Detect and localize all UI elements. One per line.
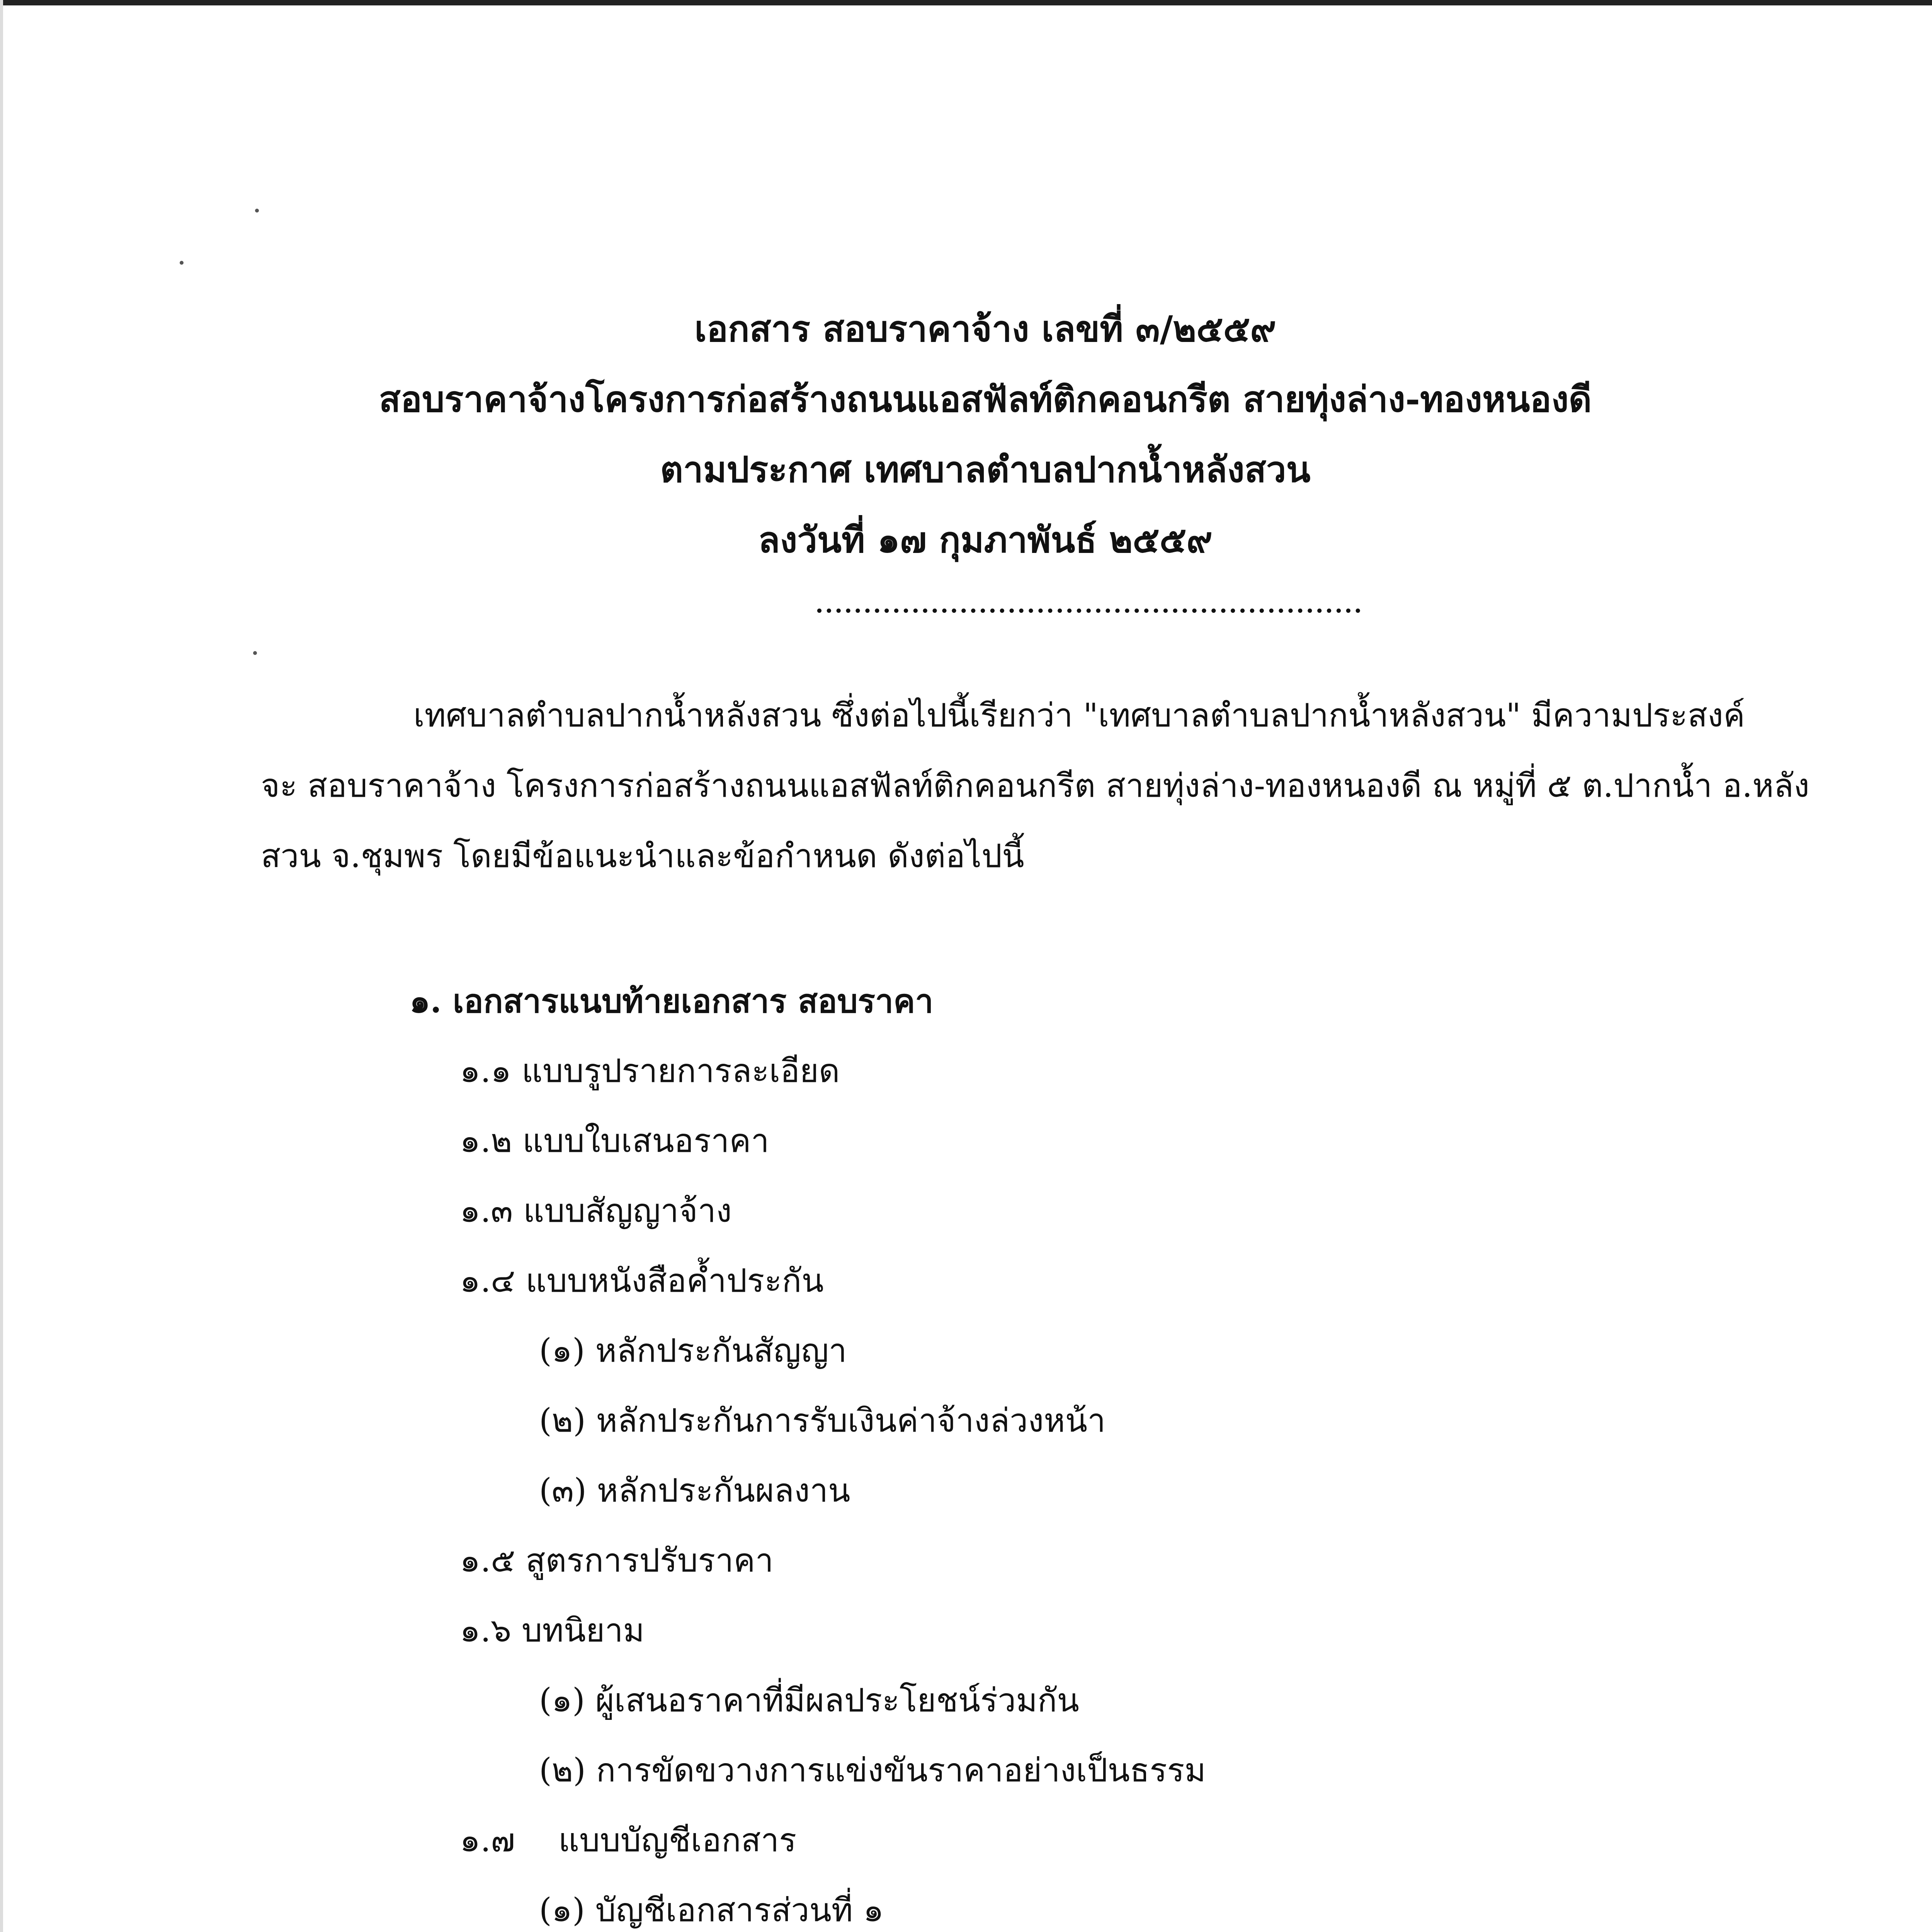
- sub-list-item: (๑) บัญชีเอกสารส่วนที่ ๑: [539, 1891, 884, 1929]
- scan-edge-left: [0, 0, 3, 1932]
- doc-number-title: เอกสาร สอบราคาจ้าง เลขที่ ๓/๒๕๕๙: [694, 308, 1276, 350]
- intro-line: จะ สอบราคาจ้าง โครงการก่อสร้างถนนแอสฟัลท์ติกคอนกรีต สายทุ่งล่าง-ทองหนองดี ณ หมู่ที่ ๕ ต.ปากน้ำ อ.หลัง: [261, 767, 1810, 804]
- header-divider: .........................................................: [815, 591, 1364, 618]
- sub-list-item: (๒) หลักประกันการรับเงินค่าจ้างล่วงหน้า: [539, 1401, 1106, 1439]
- scan-speck: [255, 209, 259, 213]
- scan-speck: [253, 651, 257, 655]
- project-title: สอบราคาจ้างโครงการก่อสร้างถนนแอสฟัลท์ติกคอนกรีต สายทุ่งล่าง-ทองหนองดี: [379, 378, 1592, 420]
- list-item: ๑.๔ แบบหนังสือค้ำประกัน: [460, 1262, 824, 1299]
- sub-list-item: (๒) การขัดขวางการแข่งขันราคาอย่างเป็นธรรม: [539, 1751, 1206, 1789]
- scan-edge-top: [0, 0, 1932, 5]
- announcement-date: ลงวันที่ ๑๗ กุมภาพันธ์ ๒๕๕๙: [758, 519, 1213, 561]
- document-header: [0, 294, 1932, 575]
- list-item-number: ๑.๗: [460, 1821, 515, 1859]
- sub-list-item: (๑) หลักประกันสัญญา: [539, 1332, 847, 1369]
- sub-list-item: (๓) หลักประกันผลงาน: [539, 1471, 850, 1509]
- list-item: ๑.๓ แบบสัญญาจ้าง: [460, 1192, 732, 1230]
- announcement-title: ตามประกาศ เทศบาลตำบลปากน้ำหลังสวน: [660, 449, 1311, 490]
- list-item: ๑.๑ แบบรูปรายการละเอียด: [460, 1052, 840, 1090]
- intro-paragraph: [261, 680, 1818, 891]
- sub-list-item: (๑) ผู้เสนอราคาที่มีผลประโยชน์ร่วมกัน: [539, 1681, 1079, 1719]
- list-item: ๑.๕ สูตรการปรับราคา: [460, 1541, 774, 1579]
- intro-line: เทศบาลตำบลปากน้ำหลังสวน ซึ่งต่อไปนี้เรียกว่า "เทศบาลตำบลปากน้ำหลังสวน" มีความประสงค์: [413, 696, 1745, 734]
- scan-speck: [180, 261, 184, 265]
- section-heading: ๑. เอกสารแนบท้ายเอกสาร สอบราคา: [410, 982, 934, 1020]
- list-item: แบบบัญชีเอกสาร: [558, 1821, 797, 1859]
- list-item: ๑.๒ แบบใบเสนอราคา: [460, 1122, 769, 1160]
- intro-line: สวน จ.ชุมพร โดยมีข้อแนะนำและข้อกำหนด ดังต่อไปนี้: [261, 837, 1024, 875]
- list-item: ๑.๖ บทนิยาม: [460, 1611, 645, 1649]
